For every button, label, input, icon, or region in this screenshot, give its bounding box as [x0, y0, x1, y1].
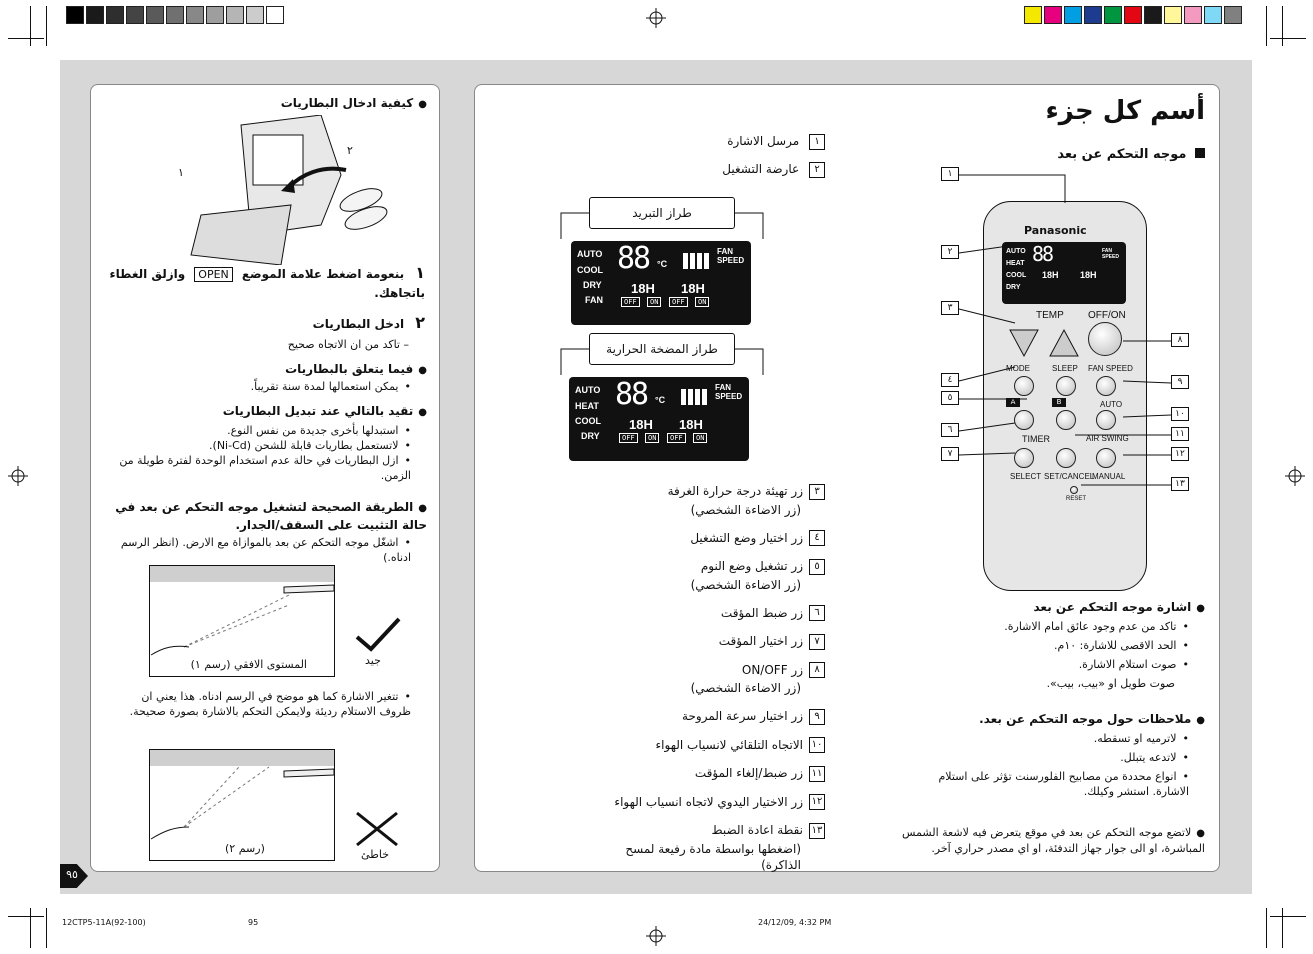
item-number: ٢	[809, 162, 825, 178]
brand-logo: Panasonic	[1024, 224, 1087, 237]
step-1-text: بنعومة اضغط علامة الموضع	[241, 267, 405, 281]
callout-number: ٩	[1171, 375, 1189, 389]
button-description-list	[585, 483, 825, 885]
item-extra: (زر الاضاءة الشخصي)	[690, 502, 801, 517]
list-item	[585, 737, 825, 754]
notes-list: • لاترميه او تسقطه. • لاتدعه يتبلل. • انواع محددة من مصابيح الفلورسنت تؤثر على استلام الاشارة. استشر وكيلك.	[919, 731, 1189, 799]
bracket-line	[559, 347, 769, 379]
main-panel	[474, 84, 1220, 872]
section-heading-about-batteries: ● فيما يتعلق بالبطاريات	[107, 361, 427, 379]
about-batteries-item: • يمكن استعمالها لمدة سنة تقريباً.	[111, 379, 411, 394]
color-swatch	[1184, 6, 1202, 24]
list-item	[585, 605, 825, 622]
color-swatch	[1104, 6, 1122, 24]
item-extra: (اضغطها بواسطة مادة رفيعة لمسح الذاكرة)	[625, 841, 801, 872]
item-number: ١١	[809, 766, 825, 782]
crop-mark	[8, 916, 44, 917]
gray-swatch	[206, 6, 224, 24]
item-number: ١	[809, 134, 825, 150]
crop-mark	[1266, 908, 1267, 948]
gray-swatch	[106, 6, 124, 24]
sunlight-note: ● لاتضع موجه التحكم عن بعد في موقع يتعرض فيه لاشعة الشمس المباشرة، او الى جوار جهاز التدفئة، او اي مصدر حراري آخر.	[895, 825, 1205, 856]
lcd-display-cooling: AUTO COOL DRY FAN 88 °C 18H 18H FAN SPEED OFF ON OFF ON	[571, 241, 751, 325]
callout-number: ١٣	[1171, 477, 1189, 491]
heatpump-model-label: طراز المضخة الحرارية	[589, 333, 735, 365]
callout-number: ١١	[1171, 427, 1189, 441]
registration-target-icon	[646, 926, 666, 946]
middle-item-2: ٢ عارضة التشغيل	[635, 161, 825, 178]
item-text: زر ON/OFF	[741, 662, 803, 677]
illustration-label-2: ٢	[347, 144, 353, 157]
bracket-line	[559, 211, 769, 243]
timer-a-button[interactable]	[1014, 410, 1034, 430]
offon-button[interactable]	[1088, 322, 1122, 356]
footer-date: 24/12/09, 4:32 PM	[758, 918, 832, 927]
select-button[interactable]	[1014, 448, 1034, 468]
step-2-note: – تاكد من ان الاتجاه صحيح	[287, 338, 409, 351]
gray-swatch	[66, 6, 84, 24]
item-number: ١٣	[809, 823, 825, 839]
remote-control-illustration: Panasonic AUTO HEAT COOL DRY 88 18H 18H FAN SPEED TEMP OFF/ON MODE SLEEP FAN SPEED A B AUTO TIMER AIR SWING SELECT SET/CANCEL MANUAL RESET	[983, 201, 1147, 591]
section-heading-correct-operation: ● الطريقة الصحيحة لتشغيل موجه التحكم عن بعد في حالة التثبيت على السقف/الجدار.	[97, 499, 427, 533]
leader-line	[959, 175, 1065, 203]
color-swatch	[1024, 6, 1042, 24]
check-mark-icon	[353, 615, 403, 655]
sleep-button[interactable]	[1056, 376, 1076, 396]
left-panel	[90, 84, 440, 872]
cooling-model-label: طراز التبريد	[589, 197, 735, 229]
list-item	[585, 822, 825, 839]
middle-item-1: ١ مرسل الاشارة	[635, 133, 825, 150]
item-extra: (زر الاضاءة الشخصي)	[690, 577, 801, 592]
item-text: نقطة اعادة الضبط	[711, 823, 803, 837]
item-number: ٥	[809, 559, 825, 575]
item-number: ١٢	[809, 794, 825, 810]
replacing-item: • استبدلها بأخرى جديدة من نفس النوع.	[111, 423, 411, 438]
signal-list: • تاكد من عدم وجود عائق امام الاشارة. • الحد الاقصى للاشارة: ١٠م. • صوت استلام الاشارة. صوت طويل او «بيب، بيب».	[929, 619, 1189, 691]
color-swatch	[1064, 6, 1082, 24]
crop-mark	[1270, 916, 1306, 917]
crop-mark	[46, 908, 47, 948]
item-text: زر تشغيل وضع النوم	[700, 559, 803, 573]
step-2-number: ٢	[415, 313, 425, 332]
item-text: زر الاختيار اليدوي لاتجاه انسياب الهواء	[614, 794, 803, 809]
gray-swatch	[146, 6, 164, 24]
callout-number: ٨	[1171, 333, 1189, 347]
crop-mark	[30, 6, 31, 46]
color-swatch	[1144, 6, 1162, 24]
item-text: زر اختيار وضع التشغيل	[690, 530, 803, 545]
replacing-item: • لاتستعمل بطاريات قابلة للشحن (Ni-Cd).	[111, 438, 411, 453]
gray-swatch	[86, 6, 104, 24]
callout-number: ٧	[941, 447, 959, 461]
crop-mark	[1270, 38, 1306, 39]
gray-swatch	[266, 6, 284, 24]
list-item	[585, 633, 825, 650]
crop-mark	[30, 908, 31, 948]
step-1	[105, 263, 425, 301]
color-swatch	[1224, 6, 1242, 24]
item-text: زر اختيار سرعة المروحة	[682, 709, 803, 723]
step-1-tail: وازلق الغطاء باتجاهك.	[109, 267, 425, 300]
item-number: ٧	[809, 634, 825, 650]
list-item	[585, 708, 825, 725]
temp-buttons[interactable]	[1002, 320, 1092, 360]
auto-button[interactable]	[1096, 410, 1116, 430]
item-number: ٨	[809, 662, 825, 678]
list-item	[585, 530, 825, 547]
item-extra: (زر الاضاءة الشخصي)	[690, 681, 801, 695]
reset-point[interactable]	[1070, 486, 1078, 494]
square-bullet-icon	[1195, 148, 1205, 158]
callout-number: ٣	[941, 301, 959, 315]
item-number: ٤	[809, 530, 825, 546]
color-swatch	[1124, 6, 1142, 24]
mode-button[interactable]	[1014, 376, 1034, 396]
gray-swatch	[246, 6, 264, 24]
bad-label: خاطئ	[361, 848, 390, 861]
item-text: زر تهيئة درجة حرارة الغرفة	[667, 484, 803, 498]
good-label: جيد	[365, 654, 381, 667]
step-1-number: ١	[415, 263, 425, 282]
callout-number: ١٠	[1171, 407, 1189, 421]
color-swatch	[1164, 6, 1182, 24]
page-number: ٩٥	[66, 868, 78, 881]
setcancel-button[interactable]	[1056, 448, 1076, 468]
item-text: الاتجاه التلقائي لانسياب الهواء	[655, 737, 803, 752]
item-text: زر ضبط/إلغاء المؤقت	[694, 766, 803, 780]
footer-file: 12CTP5-11A(92-100)	[62, 918, 146, 927]
callout-number: ٢	[941, 245, 959, 259]
fan-level-bars	[681, 389, 707, 405]
cross-mark-icon	[353, 809, 401, 849]
timer-b-button[interactable]	[1056, 410, 1076, 430]
gray-swatch	[166, 6, 184, 24]
lcd-display-heatpump: AUTO HEAT COOL DRY 88 °C 18H 18H FAN SPEED OFF ON OFF ON	[569, 377, 749, 461]
list-item	[585, 794, 825, 811]
gray-swatch	[226, 6, 244, 24]
crop-mark	[8, 38, 44, 39]
notes-heading: ● ملاحظات حول موجه التحكم عن بعد.	[945, 711, 1205, 729]
gray-swatch	[186, 6, 204, 24]
wrong-angle-note: • تتغير الاشارة كما هو موضح في الرسم ادناه. هذا يعني ان ظروف الاستلام رديئة ولايمكن التحكم بالاشارة بصورة صحيحة.	[111, 689, 411, 719]
list-item	[585, 662, 825, 679]
callout-number: ٦	[941, 423, 959, 437]
footer-page: 95	[248, 918, 259, 927]
callout-number: ٤	[941, 373, 959, 387]
replacing-item: • ازل البطاريات في حالة عدم استخدام الوحدة لفترة طويلة من الزمن.	[111, 453, 411, 483]
section-heading-batteries: ● كيفية ادخال البطاريات	[107, 95, 427, 113]
color-swatch	[1084, 6, 1102, 24]
crop-mark	[1282, 6, 1283, 46]
crop-mark	[1266, 6, 1267, 46]
item-text: زر اختيار المؤقت	[718, 634, 803, 648]
open-mark: OPEN	[194, 267, 232, 282]
color-swatch	[1204, 6, 1222, 24]
registration-target-icon	[8, 466, 28, 486]
crop-mark	[1282, 908, 1283, 948]
registration-target-icon	[1285, 466, 1305, 486]
list-item	[585, 558, 825, 575]
registration-target-icon	[646, 8, 666, 28]
callout-number: ١٢	[1171, 447, 1189, 461]
callout-number: ٥	[941, 391, 959, 405]
fanspeed-button[interactable]	[1096, 376, 1116, 396]
illustration-label-1: ١	[178, 166, 184, 179]
battery-insertion-illustration	[171, 115, 401, 265]
item-number: ٣	[809, 484, 825, 500]
item-number: ٦	[809, 605, 825, 621]
figure-1-caption: المستوى الافقي (رسم ١)	[190, 658, 307, 671]
remote-lcd: AUTO HEAT COOL DRY 88 18H 18H FAN SPEED	[1002, 242, 1126, 304]
step-2-text: ادخل البطاريات	[312, 317, 405, 331]
manual-button[interactable]	[1096, 448, 1116, 468]
color-swatch	[1044, 6, 1062, 24]
fan-level-bars	[683, 253, 709, 269]
correct-operation-item: • اشغّل موجه التحكم عن بعد بالموازاة مع الارض. (انظر الرسم ادناه.)	[111, 535, 411, 565]
item-text: زر ضبط المؤقت	[720, 605, 803, 620]
gray-swatch	[126, 6, 144, 24]
figure-2-caption: (رسم ٢)	[225, 842, 265, 855]
signal-heading: ● اشارة موجه التحكم عن بعد	[945, 599, 1205, 617]
step-2	[105, 313, 425, 332]
list-item	[585, 765, 825, 782]
callout-number: ١	[941, 167, 959, 181]
item-number: ٩	[809, 709, 825, 725]
list-item	[585, 483, 825, 500]
section-heading-replacing: ● تقيد بالتالي عند تبديل البطاريات	[107, 403, 427, 421]
replacing-list	[111, 423, 411, 483]
page-title: أسم كل جزء	[1045, 96, 1205, 126]
section-subtitle: موجه التحكم عن بعد	[945, 147, 1205, 163]
crop-mark	[46, 6, 47, 46]
item-number: ١٠	[809, 737, 825, 753]
